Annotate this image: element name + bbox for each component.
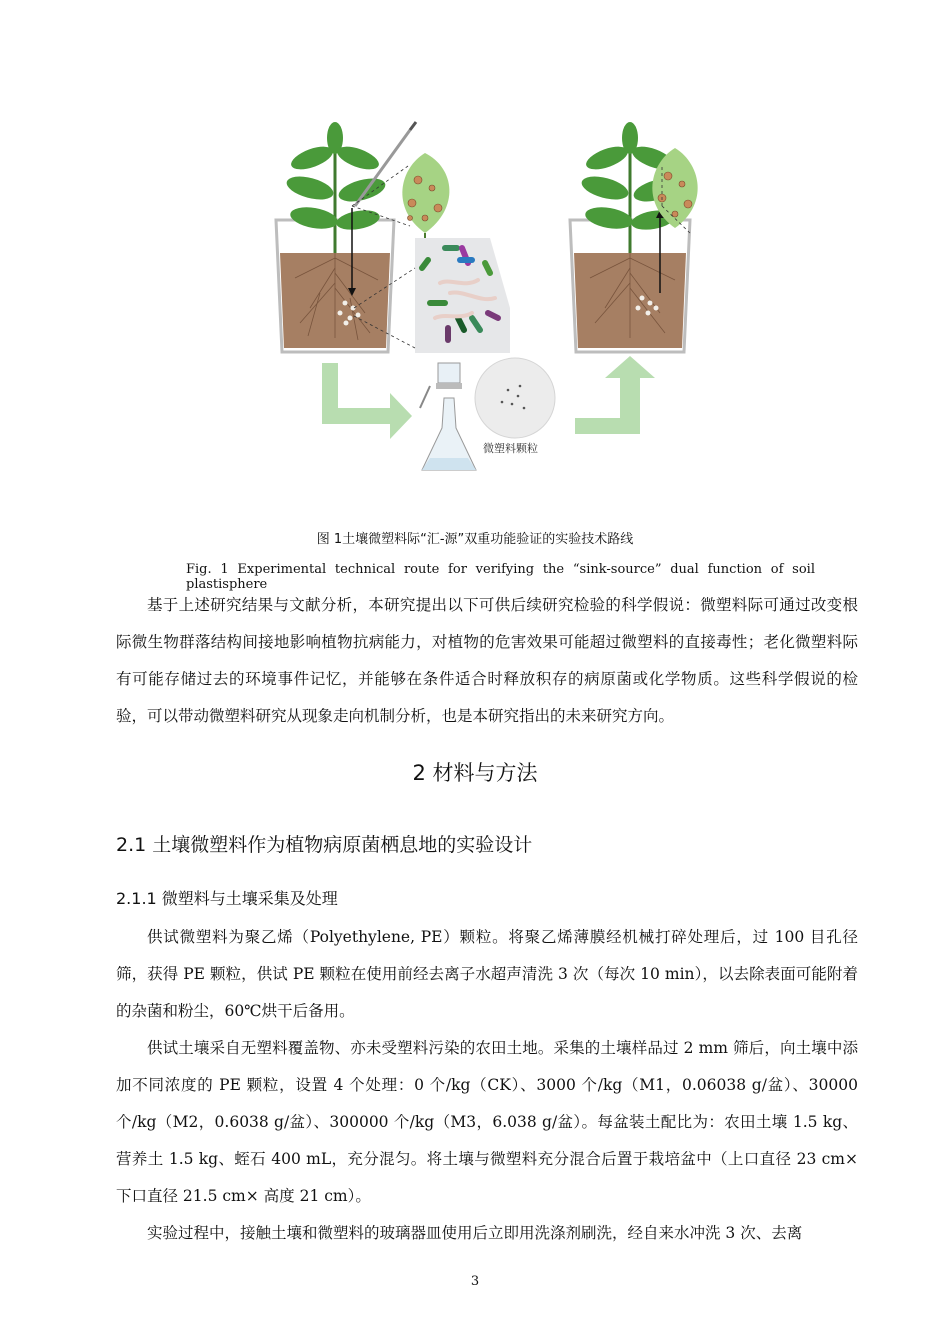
subsection-heading: 2.1 土壤微塑料作为植物病原菌栖息地的实验设计 [116, 834, 533, 856]
paragraph-experiment-process: 实验过程中，接触土壤和微塑料的玻璃器皿使用后立即用洗涤剂刷洗，经自来水冲洗 3 次、去离 [147, 1224, 803, 1242]
microplastic-particle-label: 微塑料颗粒 [483, 442, 538, 455]
paragraph-soil-collection: 供试土壤采自无塑料覆盖物、亦未受塑料污染的农田土地。采集的土壤样品过 2 mm 筛后，向土壤中添加不同浓度的 PE 颗粒，设置 4 个处理：0 个/kg（CK）、3000 个/kg（M1，0.06038 g/盆）、30000 个/kg（M2，0.6038 g/盆）、300000 个/kg（M3，6.038 g/盆）。每盆装土配比为：农田土壤 1.5 kg、营养土 1.5 kg、蛭石 400 mL，充分混匀。将土壤与微塑料充分混合后置于栽培盆中（上口直径 23 cm× 下口直径 21.5 cm× 高度 21 cm）。 [116, 1039, 858, 1205]
subsubsection-heading: 2.1.1 微塑料与土壤采集及处理 [116, 889, 338, 908]
paragraph-microplastic-prep: 供试微塑料为聚乙烯（Polyethylene, PE）颗粒。将聚乙烯薄膜经机械打碎处理后，过 100 目孔径筛，获得 PE 颗粒，供试 PE 颗粒在使用前经去离子水超声清洗 3 次（每次 10 min），以去除表面可能附着的杂菌和粉尘，60℃烘干后备用。 [116, 928, 858, 1020]
figure-illustration [250, 108, 700, 488]
figure-caption-en: Fig. 1 Experimental technical route for verifying the “sink-source” dual function of soil plastisphere [186, 562, 815, 592]
left-pot-illustration [276, 122, 416, 352]
intro-paragraph: 基于上述研究结果与文献分析，本研究提出以下可供后续研究检验的科学假说：微塑料际可通过改变根际微生物群落结构间接地影响植物抗病能力，对植物的危害效果可能超过微塑料的直接毒性；老化微塑料际有可能存储过去的环境事件记忆，并能够在条件适合时释放积存的病原菌或化学物质。这些科学假说的检验，可以带动微塑料研究从现象走向机制分析，也是本研究指出的未来研究方向。 [116, 596, 858, 725]
right-pot-illustration [570, 122, 698, 352]
experimental-route-figure [250, 108, 700, 488]
section-heading: 2 材料与方法 [412, 761, 538, 785]
page-number: 3 [470, 1274, 480, 1289]
body-text-block [116, 919, 858, 1252]
intro-paragraph-block [116, 587, 858, 735]
figure-caption-cn: 图 1土壤微塑料际“汇-源”双重功能验证的实验技术路线 [316, 532, 634, 547]
